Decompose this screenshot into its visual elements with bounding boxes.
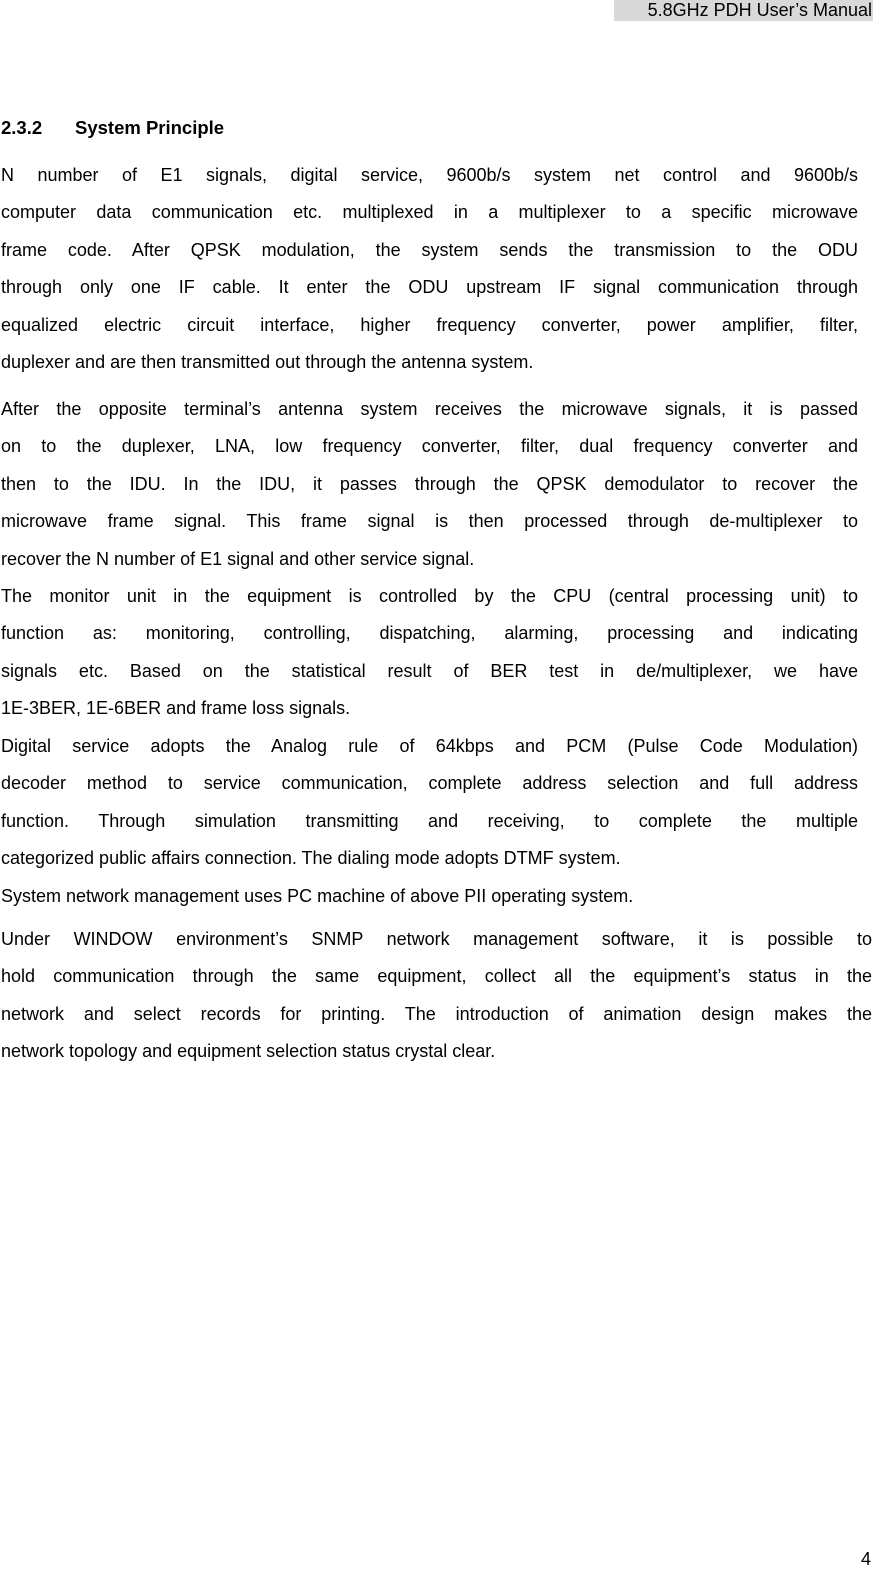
section-heading (1, 116, 224, 140)
text-line: Digital service adopts the Analog rule of 64kbps and PCM (Pulse Code Modulation) (1, 736, 858, 756)
paragraph (1, 878, 858, 915)
paragraph (1, 728, 858, 878)
text-line: through only one IF cable. It enter the ODU upstream IF signal communication through (1, 277, 858, 298)
text-line: computer data communication etc. multiplexed in a multiplexer to a specific microwave (1, 202, 858, 223)
text-line: System network management uses PC machine of above PII operating system. (1, 886, 634, 906)
paragraph (1, 157, 858, 381)
text-line: network topology and equipment selection status crystal clear. (1, 1041, 496, 1062)
text-line: function as: monitoring, controlling, dispatching, alarming, processing and indicating (1, 623, 858, 644)
text-line: After the opposite terminal’s antenna system receives the microwave signals, it is passed (1, 399, 858, 419)
text-line: N number of E1 signals, digital service, 9600b/s system net control and 9600b/s (1, 165, 858, 185)
text-line: decoder method to service communication, complete address selection and full address (1, 773, 858, 794)
text-line: function. Through simulation transmitting and receiving, to complete the multiple (1, 810, 858, 831)
text-line: on to the duplexer, LNA, low frequency converter, filter, dual frequency converter and (1, 436, 858, 457)
text-line: hold communication through the same equipment, collect all the equipment’s status in the (1, 966, 872, 987)
text-line: 1E-3BER, 1E-6BER and frame loss signals. (1, 698, 351, 719)
text-line: The monitor unit in the equipment is controlled by the CPU (central processing unit) to (1, 586, 858, 606)
paragraph (1, 921, 872, 1071)
text-line: then to the IDU. In the IDU, it passes through the QPSK demodulator to recover the (1, 473, 858, 494)
text-line: categorized public affairs connection. The dialing mode adopts DTMF system. (1, 848, 621, 869)
section-number: 2.3.2 (1, 117, 43, 138)
text-line: signals etc. Based on the statistical result of BER test in de/multiplexer, we have (1, 660, 858, 681)
running-header: 5.8GHz PDH User’s Manual (614, 0, 873, 21)
text-line: microwave frame signal. This frame signal is then processed through de-multiplexer to (1, 511, 858, 532)
page-number: 4 (860, 1549, 871, 1569)
text-line: recover the N number of E1 signal and other service signal. (1, 548, 475, 569)
paragraph (1, 578, 858, 728)
text-line: frame code. After QPSK modulation, the system sends the transmission to the ODU (1, 239, 858, 260)
text-line: network and select records for printing. The introduction of animation design makes the (1, 1003, 872, 1024)
text-line: duplexer and are then transmitted out through the antenna system. (1, 351, 534, 372)
section-title: System Principle (75, 117, 225, 138)
text-line: Under WINDOW environment’s SNMP network management software, it is possible to (1, 929, 872, 949)
text-line: equalized electric circuit interface, higher frequency converter, power amplifier, filter, (1, 314, 858, 335)
paragraph (1, 391, 858, 578)
